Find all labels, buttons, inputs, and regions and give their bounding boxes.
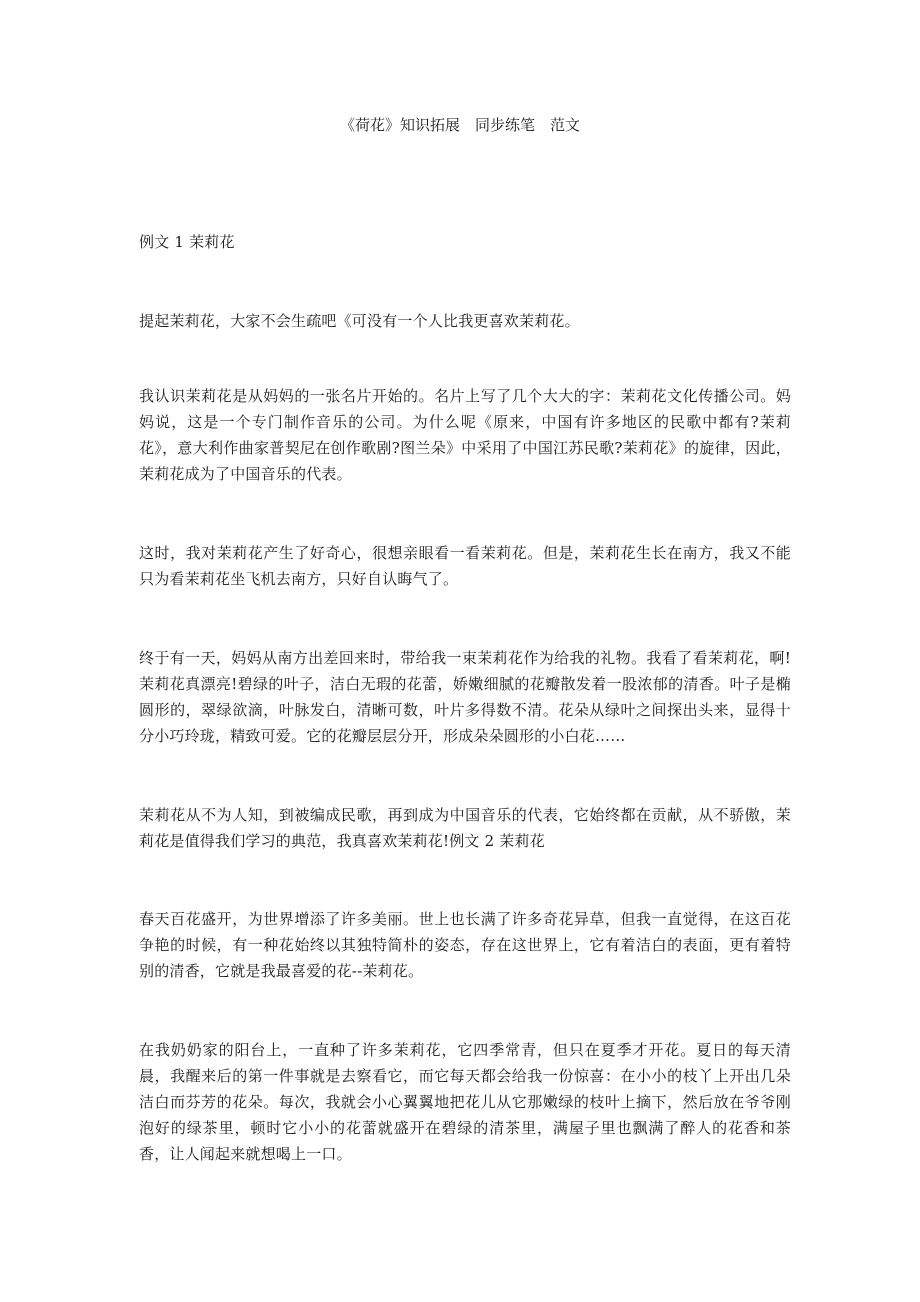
- document-title: 《荷花》知识拓展 同步练笔 范文: [339, 116, 580, 134]
- paragraph: 我认识茉莉花是从妈妈的一张名片开始的。名片上写了几个大大的字：茉莉花文化传播公司。妈妈说，这是一个专门制作音乐的公司。为什么呢《原来，中国有许多地区的民歌中都有?茉莉花》，意大利作曲家普契尼在创作歌剧?图兰朵》中采用了中国江苏民歌?茉莉花》的旋律，因此，茉莉花成为了中国音乐的代表。: [139, 387, 791, 483]
- paragraph: 提起茉莉花，大家不会生疏吧《可没有一个人比我更喜欢茉莉花。: [139, 312, 580, 330]
- paragraph: 终于有一天，妈妈从南方出差回来时，带给我一束茉莉花作为给我的礼物。我看了看茉莉花，啊!茉莉花真漂亮!碧绿的叶子，洁白无瑕的花蕾，娇嫩细腻的花瓣散发着一股浓郁的清香。叶子是椭圆形的，翠绿欲滴，叶脉发白，清晰可数，叶片多得数不清。花朵从绿叶之间探出头来，显得十分小巧玲珑，精致可爱。它的花瓣层层分开，形成朵朵圆形的小白花……: [139, 649, 791, 745]
- paragraph: 茉莉花从不为人知，到被编成民歌，再到成为中国音乐的代表，它始终都在贡献，从不骄傲，茉莉花是值得我们学习的典范，我真喜欢茉莉花!例文 2 茉莉花: [139, 806, 791, 850]
- paragraph: 这时，我对茉莉花产生了好奇心，很想亲眼看一看茉莉花。但是，茉莉花生长在南方，我又不能只为看茉莉花坐飞机去南方，只好自认晦气了。: [139, 544, 791, 588]
- example-heading: 例文 1 茉莉花: [139, 233, 235, 251]
- paragraph: 春天百花盛开，为世界增添了许多美丽。世上也长满了许多奇花异草，但我一直觉得，在这百花争艳的时候，有一种花始终以其独特简朴的姿态，存在这世界上，它有着洁白的表面，更有着特别的清香，它就是我最喜爱的花--茉莉花。: [139, 910, 791, 980]
- paragraph: 在我奶奶家的阳台上，一直种了许多茉莉花，它四季常青，但只在夏季才开花。夏日的每天清晨，我醒来后的第一件事就是去察看它，而它每天都会给我一份惊喜：在小小的枝丫上开出几朵洁白而芬芳的花朵。每次，我就会小心翼翼地把花儿从它那嫩绿的枝叶上摘下，然后放在爷爷刚泡好的绿茶里，顿时它小小的花蕾就盛开在碧绿的清茶里，满屋子里也飘满了醉人的花香和茶香，让人闻起来就想喝上一口。: [139, 1041, 791, 1163]
